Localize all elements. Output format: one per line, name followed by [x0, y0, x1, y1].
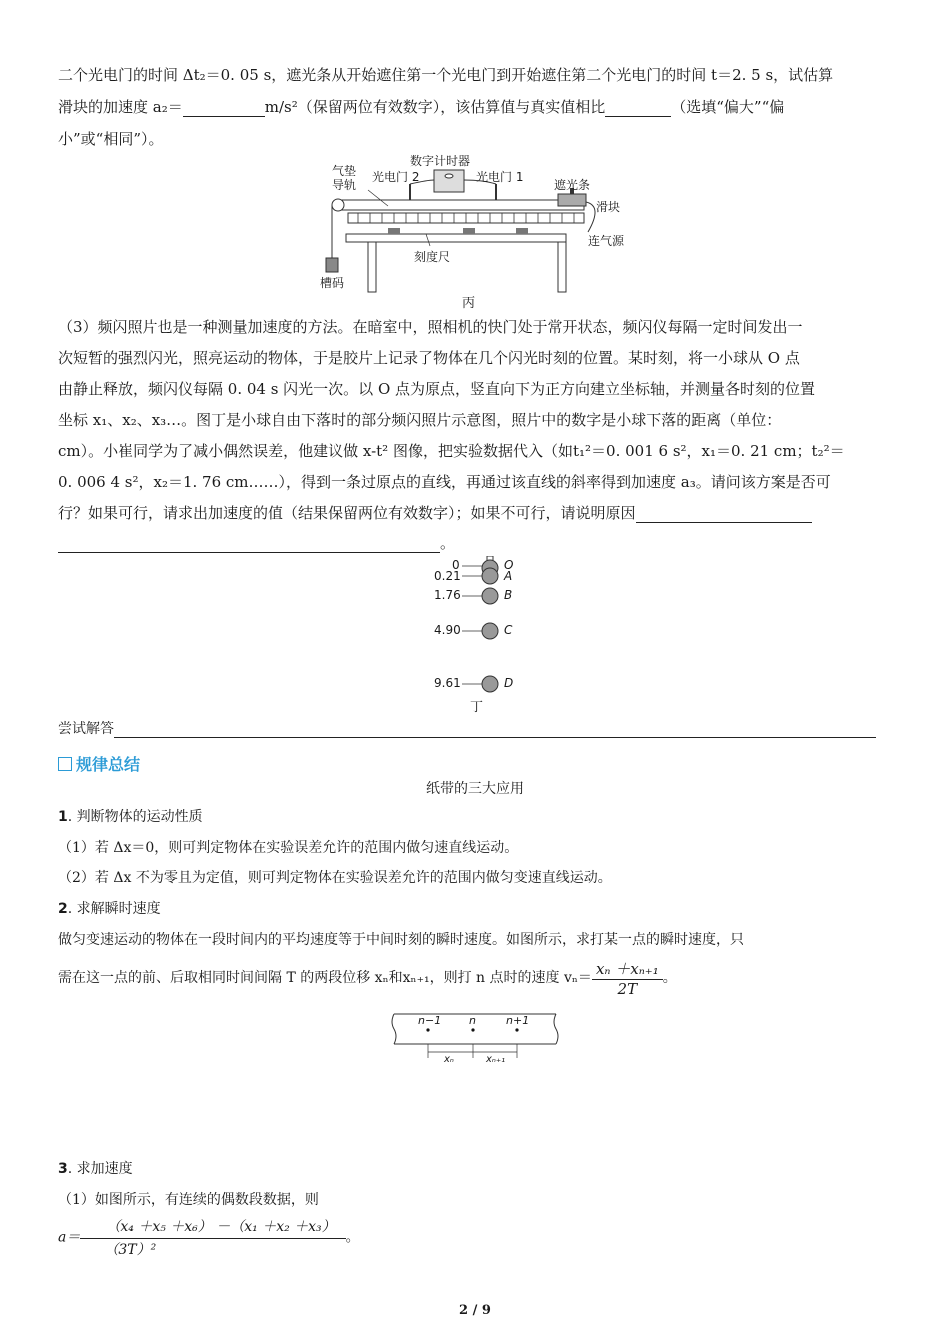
tape-point: n+1: [506, 1014, 530, 1027]
ball-B: [482, 588, 498, 604]
attempt-blank[interactable]: [114, 721, 876, 738]
text-line: 小”或“相同”）。: [58, 130, 164, 148]
figure-strobe: [430, 556, 540, 716]
section-number: 2: [58, 901, 68, 917]
ball-D: [482, 676, 498, 692]
text-line: 由静止释放，频闪仪每隔 0. 04 s 闪光一次。以 O 点为原点，竖直向下为正方向建立坐标轴，并测量各时刻的位置: [58, 380, 816, 398]
slider: [558, 194, 586, 206]
text-fragment: m/s²（保留两位有效数字），该估算值与真实值相比: [264, 98, 606, 116]
label-air: 连气源: [588, 234, 625, 248]
velocity-fraction: [592, 958, 663, 998]
table-leg: [368, 242, 376, 292]
fraction-numerator: xₙ ＋xₙ₊₁: [592, 958, 663, 980]
tape-dot: [515, 1028, 518, 1031]
tape-distance: xₙ₊₁: [486, 1054, 506, 1065]
text-fragment: 。: [345, 1229, 360, 1246]
text-line: （1）如图所示，有连续的偶数段数据，则: [58, 1192, 319, 1208]
attempt-label: 尝试解答: [58, 721, 114, 737]
timer-display: [445, 174, 453, 178]
text-line: [58, 96, 784, 117]
pos-value: 1.76: [434, 588, 461, 602]
attempt-line: [58, 718, 876, 738]
text-line: [58, 958, 677, 998]
text-fragment: 行？如果可行，请求出加速度的值（结果保留两位有效数字）；如果不可行，请说明原因: [58, 504, 636, 522]
text-line: 次短暂的强烈闪光，照亮运动的物体，于是胶片上记录了物体在几个闪光时刻的位置。某时刻，将一小球从 O 点: [58, 349, 800, 367]
label-weight: 槽码: [320, 276, 345, 290]
figure-tape: [390, 1012, 562, 1068]
support: [388, 228, 400, 234]
tape-end: [392, 1014, 396, 1044]
rail: [336, 200, 584, 210]
support: [463, 228, 475, 234]
figure-air-track: [318, 150, 638, 310]
section-number: 3: [58, 1161, 68, 1177]
summary-header: [58, 752, 140, 775]
point-name: O: [504, 558, 514, 572]
air-hose: [586, 202, 595, 232]
text-line: cm）。小崔同学为了减小偶然误差，他建议做 x-t² 图像，把实验数据代入（如t₁²＝0. 001 6 s²，x₁＝0. 21 cm；t₂²＝: [58, 442, 845, 460]
pos-value: 0.21: [434, 569, 461, 583]
label-rail-b: 导轨: [332, 178, 357, 192]
point-name: D: [504, 676, 514, 690]
section-title: . 求解瞬时速度: [67, 901, 161, 917]
table-top: [346, 234, 566, 242]
section-title: . 求加速度: [67, 1161, 133, 1177]
tape-end: [554, 1014, 558, 1044]
formula-line: [58, 1216, 360, 1259]
pos-value: 9.61: [434, 676, 461, 690]
tape-dot: [471, 1028, 474, 1031]
tape-point: n: [469, 1014, 476, 1027]
figure-caption: 丙: [462, 296, 476, 311]
label-slider: 滑块: [596, 200, 621, 214]
ball-A: [482, 568, 498, 584]
tape-dot: [426, 1028, 429, 1031]
point-name: A: [504, 569, 513, 583]
text-fragment: 滑块的加速度 a₂＝: [58, 98, 183, 116]
tape-point: n−1: [418, 1014, 442, 1027]
checkbox-icon: [58, 757, 72, 771]
support: [516, 228, 528, 234]
section-heading: [58, 806, 203, 826]
text-line: （2）若 Δx 不为零且为定值，则可判定物体在实验误差允许的范围内做匀变速直线运动。: [58, 870, 612, 886]
label-rail-a: 气垫: [332, 164, 357, 178]
answer-blank[interactable]: [183, 100, 265, 117]
section-title: . 判断物体的运动性质: [67, 809, 203, 825]
label-gate2: 光电门 2: [372, 170, 420, 184]
summary-header-text: 规律总结: [76, 755, 141, 774]
answer-blank[interactable]: [605, 100, 671, 117]
section-heading: [58, 1158, 133, 1178]
figure-caption: 丁: [470, 700, 484, 715]
fraction-numerator: （x₄ ＋x₅ ＋x₆） －（x₁ ＋x₂ ＋x₃）: [80, 1216, 345, 1239]
text-line: （1）若 Δx＝0，则可判定物体在实验误差允许的范围内做匀速直线运动。: [58, 840, 519, 856]
text-line: 坐标 x₁、x₂、x₃…。图丁是小球自由下落时的部分频闪照片示意图，照片中的数字是小球下落的距离（单位：: [58, 411, 782, 429]
weight: [326, 258, 338, 272]
label-ruler: 刻度尺: [414, 250, 451, 264]
pos-value: 4.90: [434, 623, 461, 637]
page-number: 2 / 9: [459, 1303, 491, 1318]
label-gate1: 光电门 1: [476, 170, 524, 184]
label-strip: 遮光条: [554, 178, 591, 192]
text-line: 二个光电门的时间 Δt₂＝0. 05 s，遮光条从开始遮住第一个光电门到开始遮住第二个光电门的时间 t＝2. 5 s，试估算: [58, 66, 834, 84]
digital-timer: [434, 170, 464, 192]
text-fragment: 。: [662, 970, 677, 986]
pos-value: 0: [452, 558, 460, 572]
text-line: （3）频闪照片也是一种测量加速度的方法。在暗室中，照相机的快门处于常开状态，频闪仪每隔一定时间发出一: [58, 318, 803, 336]
point-name: B: [504, 588, 513, 602]
text-fragment: （选填“偏大”“偏: [671, 98, 785, 116]
pulley: [332, 199, 344, 211]
section-number: 1: [58, 809, 68, 825]
acceleration-fraction: [80, 1216, 345, 1259]
text-fragment: 需在这一点的前、后取相同时间间隔 T 的两段位移 xₙ和xₙ₊₁，则打 n 点时的速度 vₙ＝: [58, 970, 592, 986]
summary-title: 纸带的三大应用: [426, 781, 524, 797]
tape-diagram: [390, 1012, 562, 1068]
text-line: [58, 502, 812, 523]
table-leg: [558, 242, 566, 292]
text-line: 0. 006 4 s²，x₂＝1. 76 cm……），得到一条过原点的直线，再通过该直线的斜率得到加速度 a₃。请问该方案是否可: [58, 473, 831, 491]
answer-blank[interactable]: [636, 506, 812, 523]
point-name: C: [504, 623, 513, 637]
text-fragment: 。: [440, 534, 456, 552]
fraction-denominator: 2T: [617, 980, 638, 998]
label-timer: 数字计时器: [410, 154, 471, 168]
text-line: 做匀变速运动的物体在一段时间内的平均速度等于中间时刻的瞬时速度。如图所示，求打某一点的瞬时速度，只: [58, 932, 744, 948]
tape-distance: xₙ: [444, 1054, 454, 1065]
answer-blank[interactable]: [58, 536, 440, 553]
formula-lhs: a＝: [58, 1229, 81, 1246]
text-line: [58, 532, 455, 553]
fraction-denominator: （3T）²: [104, 1242, 157, 1258]
ball-C: [482, 623, 498, 639]
section-heading: [58, 898, 161, 918]
